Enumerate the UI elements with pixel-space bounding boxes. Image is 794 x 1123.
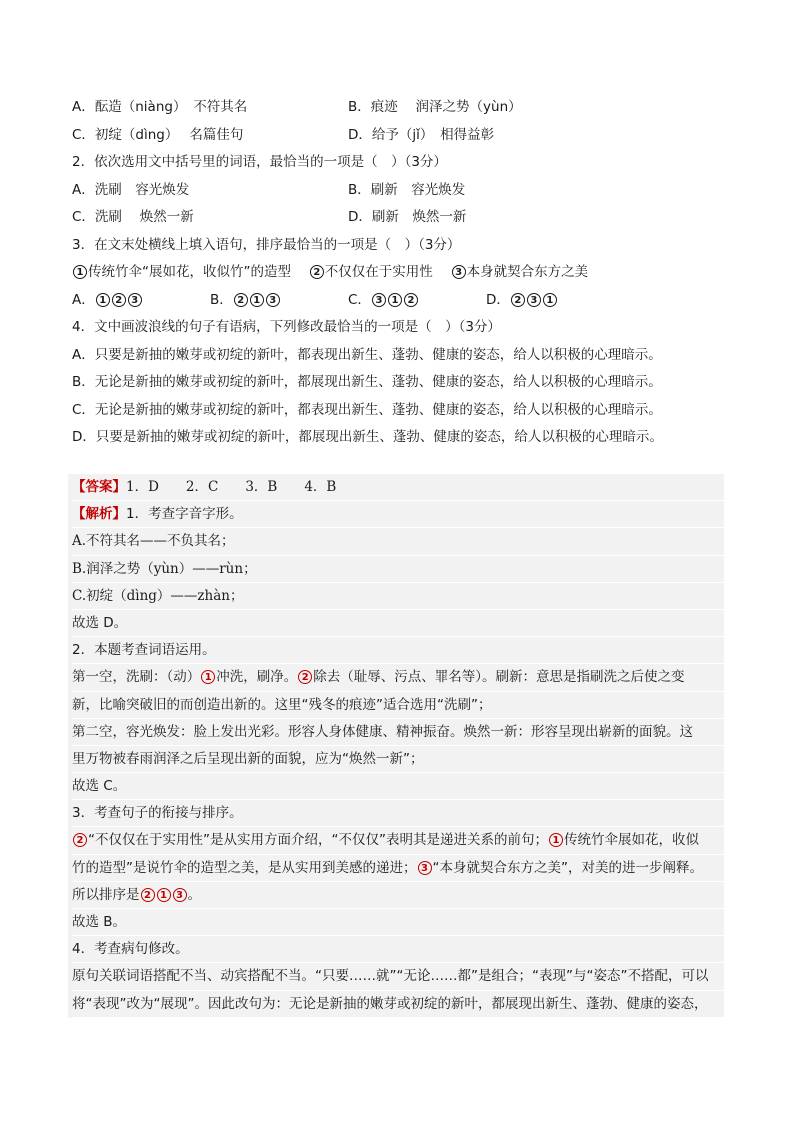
q4-option-d: D．只要是新抽的嫩芽或初绽的新叶，都展现出新生、蓬勃、健康的姿态，给人以积极的心理暗示。	[72, 429, 663, 445]
answer-text: 1．D 2．C 3．B 4．B	[126, 479, 337, 495]
text-segment: 所以排序是	[72, 886, 140, 903]
circled-number: 2	[404, 293, 418, 307]
q1-options-row-1	[72, 94, 732, 122]
circled-number: 3	[266, 293, 280, 307]
analysis-p4-line-2: 将“表现”改为“展现”。因此改句为：无论是新抽的嫩芽或初绽的新叶，都展现出新生、蓬勃、健康的姿态，	[72, 991, 736, 1018]
q1-option-b: B．痕迹 润泽之势（yùn）	[348, 99, 522, 115]
circled-number: 1	[549, 833, 563, 847]
q2-option-a: A．洗刷 容光焕发	[72, 181, 190, 198]
circled-number: 2	[112, 293, 126, 307]
q4-stem: 4．文中画波浪线的句子有语病，下列修改最恰当的一项是（ ）（3分）	[72, 319, 501, 335]
circled-number: 3	[527, 293, 541, 307]
circled-number: 1	[543, 293, 557, 307]
circled-number: 1	[250, 293, 264, 307]
circled-number: 3	[372, 293, 386, 307]
q1-options-row-2	[72, 122, 732, 150]
text-segment: 第一空，洗刷：（动）	[72, 669, 201, 686]
analysis-p3-end: 故选 B。	[72, 909, 736, 936]
circled-number: 3	[173, 888, 187, 902]
analysis-line-1	[72, 501, 736, 528]
option-label: D．	[486, 291, 510, 308]
q4-option-b: B．无论是新抽的嫩芽或初绽的新叶，都展现出新生、蓬勃、健康的姿态，给人以积极的心理暗示。	[72, 374, 662, 390]
analysis-p1-head: 1．考查字音字形。	[126, 506, 243, 523]
analysis-p1-b: B.润泽之势（yùn）——rùn；	[72, 556, 736, 583]
analysis-p2-head: 2．本题考查词语运用。	[72, 637, 736, 664]
q3-option-c	[348, 287, 419, 315]
circled-number: 1	[73, 265, 87, 279]
text-segment: 竹的造型”是说竹伞的造型之美，是从实用到美感的递进；	[72, 859, 417, 876]
circled-number: 2	[310, 265, 324, 279]
circled-number: 2	[73, 833, 87, 847]
q4-option-c: C．无论是新抽的嫩芽或初绽的新叶，都表现出新生、蓬勃、健康的姿态，给人以积极的心理暗示。	[72, 401, 662, 418]
q3-sentence-1: 传统竹伞“展如花，收似竹”的造型	[88, 264, 305, 280]
answer-section	[72, 474, 736, 1018]
analysis-p1-end: 故选 D。	[72, 610, 736, 637]
q2-option-d: D．刷新 焕然一新	[348, 209, 467, 225]
analysis-p1-c: C.初绽（dìng）——zhàn；	[72, 583, 736, 610]
q3-stem: 3．在文末处横线上填入语句，排序最恰当的一项是（ ）（3分）	[72, 236, 461, 253]
circled-number: 2	[511, 293, 525, 307]
circled-number: 1	[96, 293, 110, 307]
questions-section	[72, 94, 732, 452]
analysis-p3-line-3	[72, 882, 736, 909]
q3-sentences	[72, 259, 732, 287]
q3-sentence-3: 本身就契合东方之美	[466, 264, 589, 280]
q2-stem: 2．依次选用文中括号里的词语，最恰当的一项是（ ）（3分）	[72, 154, 447, 170]
answer-tag: 【答案】	[72, 479, 126, 495]
circled-number: 1	[388, 293, 402, 307]
q3-sentence-2: 不仅仅在于实用性	[324, 264, 447, 280]
analysis-tag: 【解析】	[72, 506, 126, 523]
q3-option-d	[486, 287, 558, 315]
option-label: A．	[72, 291, 95, 308]
circled-number: 2	[298, 670, 312, 684]
q3-options	[72, 287, 732, 315]
analysis-p2-line-2: 新，比喻突破旧的而创造出新的。这里“残冬的痕迹”适合选用“洗刷”；	[72, 692, 736, 719]
analysis-p3-line-2	[72, 855, 736, 882]
circled-number: 3	[418, 861, 432, 875]
q1-option-d: D．给予（jǐ） 相得益彰	[348, 126, 495, 143]
circled-number: 2	[234, 293, 248, 307]
analysis-p2-line-4: 里万物被春雨润泽之后呈现出新的面貌，应为“焕然一新”；	[72, 746, 736, 773]
analysis-p1-a: A.不符其名——不负其名；	[72, 528, 736, 555]
q4-option-a: A．只要是新抽的嫩芽或初绽的新叶，都表现出新生、蓬勃、健康的姿态，给人以积极的心理暗示。	[72, 346, 662, 363]
analysis-p4-head: 4．考查病句修改。	[72, 936, 736, 963]
circled-number: 1	[201, 670, 215, 684]
q2-options-row-1	[72, 177, 732, 205]
analysis-p2-line-1	[72, 664, 736, 691]
text-segment: 。	[187, 886, 201, 903]
circled-number: 3	[452, 265, 466, 279]
q3-option-a	[72, 287, 143, 315]
text-segment: 冲洗，刷净。	[216, 669, 298, 686]
analysis-p4-line-1: 原句关联词语搭配不当、动宾搭配不当。“只要……就”“无论……都”是组合；“表现”与“姿态”不搭配，可以	[72, 963, 736, 990]
option-label: C．	[348, 291, 371, 308]
q3-option-b	[210, 287, 281, 315]
analysis-p3-line-1	[72, 827, 736, 854]
text-segment: “本身就契合东方之美”，对美的进一步阐释。	[432, 859, 703, 876]
circled-number: 1	[157, 888, 171, 902]
text-segment: 除去（耻辱、污点、罪名等）。刷新：意思是指刷洗之后使之变	[313, 669, 685, 686]
q2-option-b: B．刷新 容光焕发	[348, 181, 466, 198]
circled-number: 3	[128, 293, 142, 307]
text-segment: “不仅仅在于实用性”是从实用方面介绍，“不仅仅”表明其是递进关系的前句；	[88, 832, 548, 849]
q2-option-c: C．洗刷 焕然一新	[72, 209, 194, 225]
q2-options-row-2	[72, 204, 732, 232]
q1-option-c: C．初绽（dìng） 名篇佳句	[72, 126, 244, 143]
analysis-p2-end: 故选 C。	[72, 773, 736, 800]
analysis-p2-line-3: 第二空，容光焕发：脸上发出光彩。形容人身体健康、精神振奋。焕然一新：形容呈现出崭新的面貌。这	[72, 719, 736, 746]
answer-line	[72, 474, 736, 501]
text-segment: 传统竹伞展如花，收似	[563, 832, 699, 849]
circled-number: 2	[141, 888, 155, 902]
option-label: B．	[210, 291, 233, 308]
analysis-p3-head: 3．考查句子的衔接与排序。	[72, 800, 736, 827]
q1-option-a: A．酝造（niàng） 不符其名	[72, 99, 248, 115]
